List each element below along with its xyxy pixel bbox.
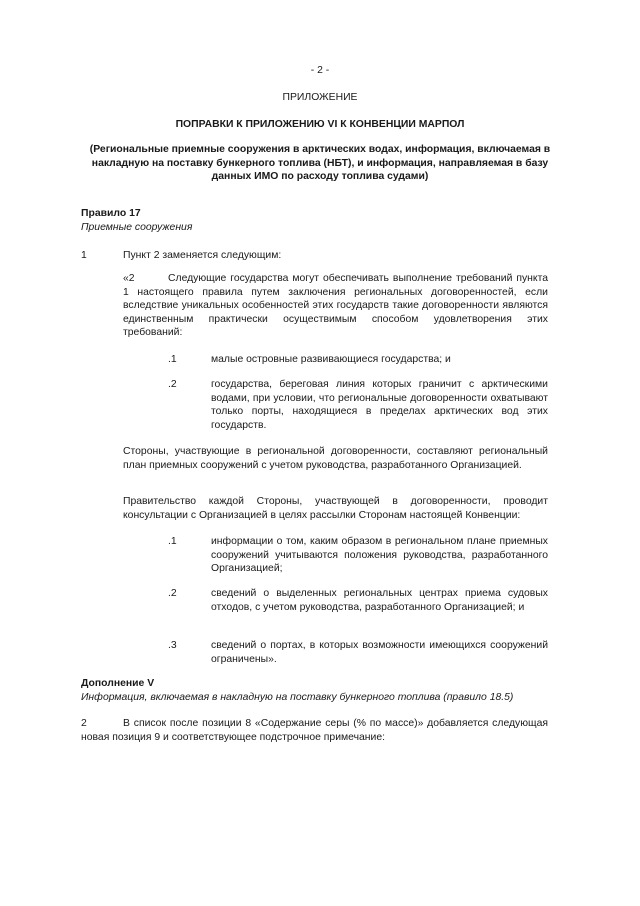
list-item-text: сведений о портах, в которых возможности имеющихся сооружений ограничены». — [211, 640, 548, 665]
item-number: 1 — [81, 250, 87, 261]
paragraph-text: Следующие государства могут обеспечивать выполнение требований пункта 1 настоящего правила путем заключения региональных договоренностей, если вследствие уникальных особенностей этих государств такие договоренности являются единственным практически осуществимым способом удовлетворения этих требований: — [123, 273, 548, 339]
item-text: В список после позиции 8 «Содержание серы (% по массе)» добавляется следующая новая позиция 9 и соответствующее подстрочное примечание: — [81, 718, 548, 743]
list-item-number: .1 — [168, 536, 177, 547]
appendix-v-subheading: Информация, включаемая в накладную на поставку бункерного топлива (правило 18.5) — [81, 692, 514, 703]
list-item-text: государства, береговая линия которых граничит с арктическими водами, при условии, что региональные договоренности охватывают только порты, находящиеся в пределах арктических вод этих государств. — [211, 379, 548, 431]
list-item-text: информации о том, каким образом в региональном плане приемных сооружений учитываются положения руководства, разработанного Организацией; — [211, 536, 548, 575]
appendix-v-heading: Дополнение V — [81, 678, 155, 689]
list-item-number: .3 — [168, 640, 177, 651]
item-number: 2 — [81, 718, 87, 729]
list-item-text: малые островные развивающиеся государства; и — [211, 354, 451, 365]
list-item-number: .2 — [168, 588, 177, 599]
list-item-number: .2 — [168, 379, 177, 390]
list-item-number: .1 — [168, 354, 177, 365]
page-number: - 2 - — [310, 65, 330, 76]
paragraph-text: Стороны, участвующие в региональной договоренности, составляют региональный план приемных сооружений с учетом руководства, разработанного Организацией. — [123, 446, 548, 471]
rule-17-subheading: Приемные сооружения — [81, 222, 193, 233]
list-item-text: сведений о выделенных региональных центрах приема судовых отходов, с учетом руководства, разработанного Организацией; и — [211, 588, 548, 613]
item-text: Пункт 2 заменяется следующим: — [123, 250, 282, 261]
paragraph-text: Правительство каждой Стороны, участвующей в договоренности, проводит консультации с Организацией в целях рассылки Сторонам настоящей Конвенции: — [123, 496, 548, 521]
document-title: ПОПРАВКИ К ПРИЛОЖЕНИЮ VI К КОНВЕНЦИИ МАРПОЛ — [175, 119, 465, 130]
paragraph-number: «2 — [123, 273, 135, 284]
rule-17-heading: Правило 17 — [81, 208, 141, 219]
annex-label: ПРИЛОЖЕНИЕ — [282, 92, 358, 103]
document-subtitle: (Региональные приемные сооружения в арктических водах, информация, включаемая в накладную на поставку бункерного топлива (НБТ), и информация, направляемая в базу данных ИМО по расходу топлива судами) — [89, 144, 551, 183]
